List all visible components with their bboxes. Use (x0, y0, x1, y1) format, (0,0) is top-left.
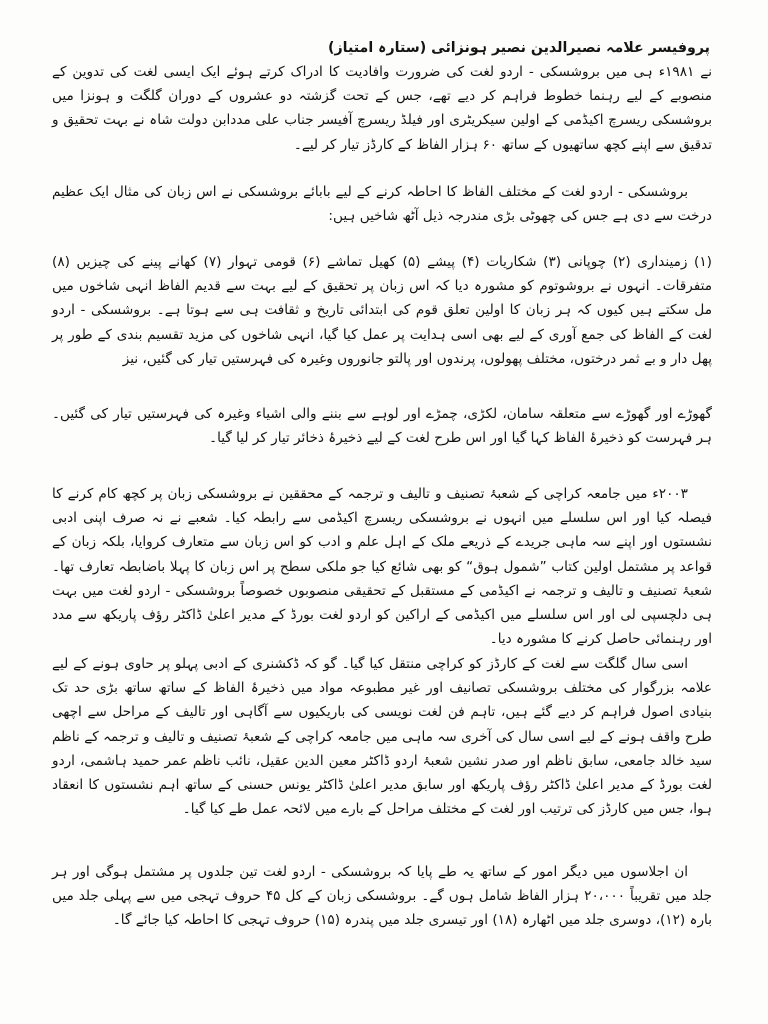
paragraph-text: ۲۰۰۳ء میں جامعہ کراچی کے شعبۂ تصنیف و تالیف و ترجمہ کے محققین نے بروشسکی زبان پر کچھ کام کرنے کا فیصلہ کیا اور اس سلسلے میں انہوں نے بروشسکی ریسرچ اکیڈمی سے رابطہ کیا۔ شعبے نے نہ صرف اپنی ادبی نشستوں اور اپنے سہ ماہی جریدے کے ذریعے ملک کے اہل علم و ادب کو اس زبان سے متعارف کروایا، بلکہ زبان کے قواعد پر مشتمل اولین کتاب ”شمول ہوق“ کو بھی شائع کیا جو ملکی سطح پر اس زبان کا پہلا باضابطہ تعارف تھا۔ شعبۂ تصنیف و تالیف و ترجمہ نے اکیڈمی کے مستقبل کے تحقیقی منصوبوں خصوصاً بروشسکی - اردو لغت میں بہت ہی دلچسپی لی اور اس سلسلے میں اکیڈمی کے اراکین کو اردو لغت بورڈ کے مدیر اعلیٰ ڈاکٹر رؤف پاریکھ سے مدد اور رہنمائی حاصل کرنے کا مشورہ دیا۔ (52, 486, 712, 648)
paragraph-1 (52, 60, 712, 157)
paragraph-7 (52, 860, 712, 933)
paragraph-4 (52, 402, 712, 450)
paragraph-text: نے ۱۹۸۱ء ہی میں بروشسکی - اردو لغت کی ضرورت وافادیت کا ادراک کرتے ہوئے ایک ایسی لغت کی تدوین کے منصوبے کے لیے رہنما خطوط فراہم کر دیے تھے، جس کے تحت گزشتہ دو عشروں کے دوران گلگت و ہونزا میں بروشسکی ریسرچ اکیڈمی کے اولین سیکریٹری اور فیلڈ ریسرچ آفیسر جناب علی مددابن دولت شاہ نے بہت تحقیق و تدقیق سے اپنے کچھ ساتھیوں کے ساتھ ۶۰ ہزار الفاظ کے کارڈز تیار کر لیے۔ (52, 64, 712, 153)
paragraph-6 (52, 652, 712, 821)
paragraph-text: اسی سال گلگت سے لغت کے کارڈز کو کراچی منتقل کیا گیا۔ گو کہ ڈکشنری کے ادبی پہلو پر حاوی ہونے کے لیے علامہ بزرگوار کی مختلف بروشسکی تصانیف اور غیر مطبوعہ مواد میں ذخیرۂ الفاظ کے ساتھ ساتھ بڑی حد تک بنیادی اصول فراہم کر دیے گئے ہیں، تاہم فن لغت نویسی کی باریکیوں سے آگاہی اور تالیف کے مراحل سے اچھی طرح واقف ہونے کے لیے اسی سال کی آخری سہ ماہی میں جامعہ کراچی کے شعبۂ تصنیف و تالیف و ترجمہ کے ناظم سید خالد جامعی، سابق ناظم اور صدر نشین شعبۂ اردو ڈاکٹر معین الدین عقیل، نائب ناظم عمر حمید ہاشمی، اردو لغت بورڈ کے مدیر اعلیٰ ڈاکٹر رؤف پاریکھ اور سابق مدیر اعلیٰ ڈاکٹر یونس حسنی کے ساتھ اہم نشستوں کا انعقاد ہوا، جس میں کارڈز کی ترتیب اور لغت کے مختلف مراحل کے بارے میں لائحہ عمل طے کیا گیا۔ (52, 656, 712, 818)
document-title: پروفیسر علامہ نصیرالدین نصیر ہونزائی (ستارہ امتیاز) (328, 40, 710, 56)
paragraph-2 (52, 180, 712, 228)
paragraph-text: بروشسکی - اردو لغت کے مختلف الفاظ کا احاطہ کرنے کے لیے بابائے بروشسکی نے اس زبان کی مثال ایک عظیم درخت سے دی ہے جس کی چھوٹی بڑی مندرجہ ذیل آٹھ شاخیں ہیں: (52, 184, 712, 225)
paragraph-3 (52, 250, 712, 371)
paragraph-5 (52, 482, 712, 651)
paragraph-text: گھوڑے اور گھوڑے سے متعلقہ سامان، لکڑی، چمڑے اور لوہے سے بننے والی اشیاء وغیرہ کی فہرستیں تیار کی گئیں۔ ہر فہرست کو ذخیرۂ الفاظ کہا گیا اور اس طرح لغت کے لیے ذخیرۂ ذخائر تیار کر لیا گیا۔ (52, 406, 712, 447)
paragraph-text: ان اجلاسوں میں دیگر امور کے ساتھ یہ طے پایا کہ بروشسکی - اردو لغت تین جلدوں پر مشتمل ہوگی اور ہر جلد میں تقریباً ۲۰،۰۰۰ ہزار الفاظ شامل ہوں گے۔ بروشسکی زبان کے کل ۴۵ حروف تہجی میں سے پہلی جلد میں بارہ (۱۲)، دوسری جلد میں اٹھارہ (۱۸) اور تیسری جلد میں پندرہ (۱۵) حروف تہجی کا احاطہ کیا جائے گا۔ (52, 864, 713, 929)
paragraph-text: (۱) زمینداری (۲) چوپانی (۳) شکاریات (۴) پیشے (۵) کھیل تماشے (۶) قومی تہوار (۷) کھانے پینے کی چیزیں (۸) متفرقات۔ انہوں نے بروشوتوم کو مشورہ دیا کہ اس زبان پر تحقیق کے لیے بہت سے قدیم الفاظ انہی شاخوں میں مل سکتے ہیں کیوں کہ ہر زبان کا اولین تعلق قوم کی ابتدائی تاریخ و ثقافت ہی سے ہوتا ہے۔ بروشسکی - اردو لغت کے الفاظ کی جمع آوری کے لیے بھی اسی ہدایت پر عمل کیا گیا، انہی شاخوں کی مزید تقسیم بندی کے طور پر پھل دار و بے ثمر درختوں، مختلف پھولوں، پرندوں اور پالتو جانوروں وغیرہ کی فہرستیں تیار کی گئیں، نیز (52, 254, 712, 367)
